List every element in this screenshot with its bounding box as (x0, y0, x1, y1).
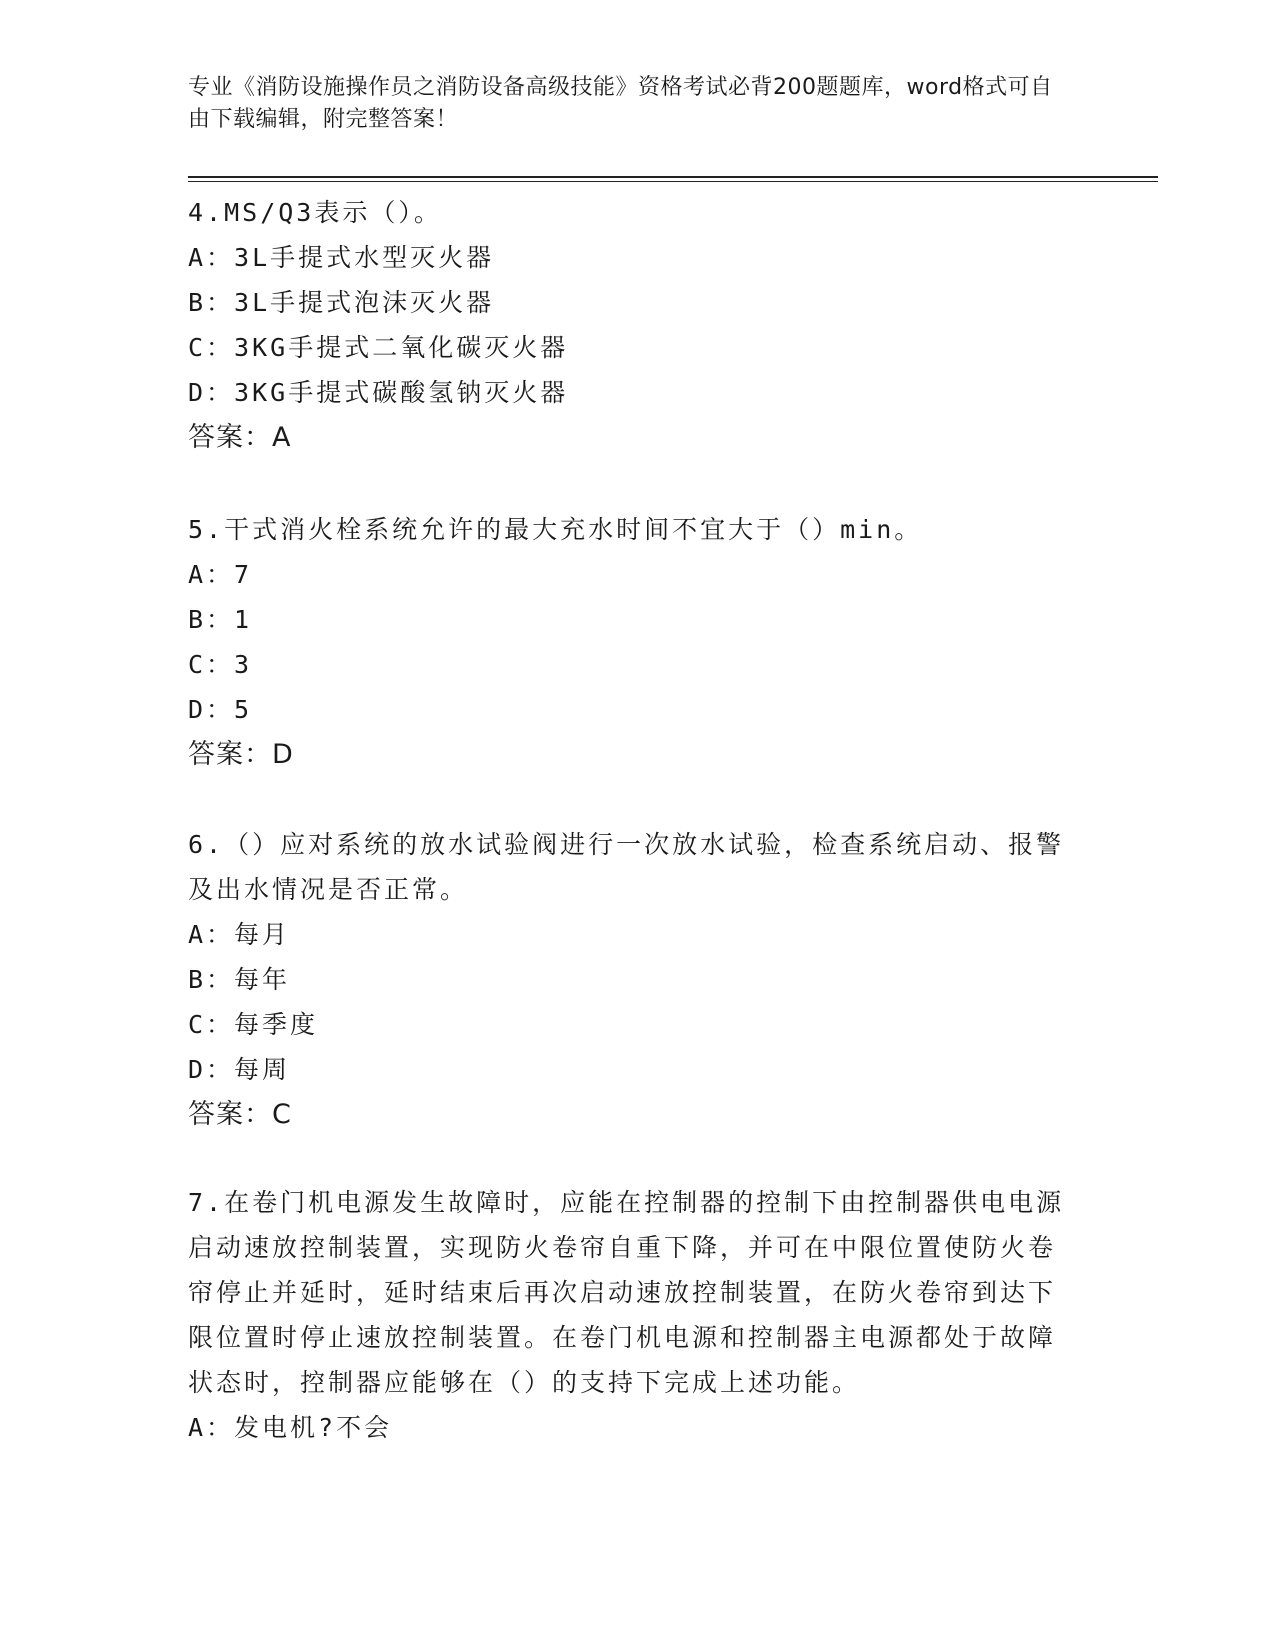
option-d: D：3KG手提式碳酸氢钠灭火器 (188, 378, 569, 407)
option-a: A：发电机?不会 (188, 1413, 393, 1442)
option-a: A：7 (188, 560, 253, 589)
option-b: B：每年 (188, 965, 291, 994)
question-6 (188, 822, 1068, 1138)
option-c: C：3 (188, 650, 253, 679)
option-d: D：5 (188, 695, 253, 724)
question-4 (188, 190, 1068, 461)
answer-line: 答案：A (188, 422, 292, 453)
question-5 (188, 507, 1068, 778)
option-c: C：3KG手提式二氧化碳灭火器 (188, 333, 569, 362)
option-d: D：每周 (188, 1055, 291, 1084)
header-divider-thin (188, 181, 1158, 182)
option-b: B：1 (188, 605, 253, 634)
header-divider-thick (188, 176, 1158, 178)
answer-line: 答案：D (188, 739, 294, 770)
question-stem: 7.在卷门机电源发生故障时，应能在控制器的控制下由控制器供电电源启动速放控制装置，实现防火卷帘自重下降，并可在中限位置使防火卷帘停止并延时，延时结束后再次启动速放控制装置，在防火卷帘到达下限位置时停止速放控制装置。在卷门机电源和控制器主电源都处于故障状态时，控制器应能够在（）的支持下完成上述功能。 (188, 1188, 1065, 1397)
question-stem: 6.（）应对系统的放水试验阀进行一次放水试验，检查系统启动、报警及出水情况是否正常。 (188, 830, 1065, 904)
question-stem: 4.MS/Q3表示（）。 (188, 198, 442, 227)
option-a: A：3L手提式水型灭火器 (188, 243, 495, 272)
question-stem: 5.干式消火栓系统允许的最大充水时间不宜大于（）min。 (188, 515, 923, 544)
option-a: A：每月 (188, 920, 291, 949)
document-header: 专业《消防设施操作员之消防设备高级技能》资格考试必背200题题库，word格式可自由下载编辑，附完整答案！ (188, 75, 1053, 132)
option-c: C：每季度 (188, 1010, 319, 1039)
question-7 (188, 1180, 1068, 1450)
option-b: B：3L手提式泡沫灭火器 (188, 288, 495, 317)
answer-line: 答案：C (188, 1099, 292, 1130)
